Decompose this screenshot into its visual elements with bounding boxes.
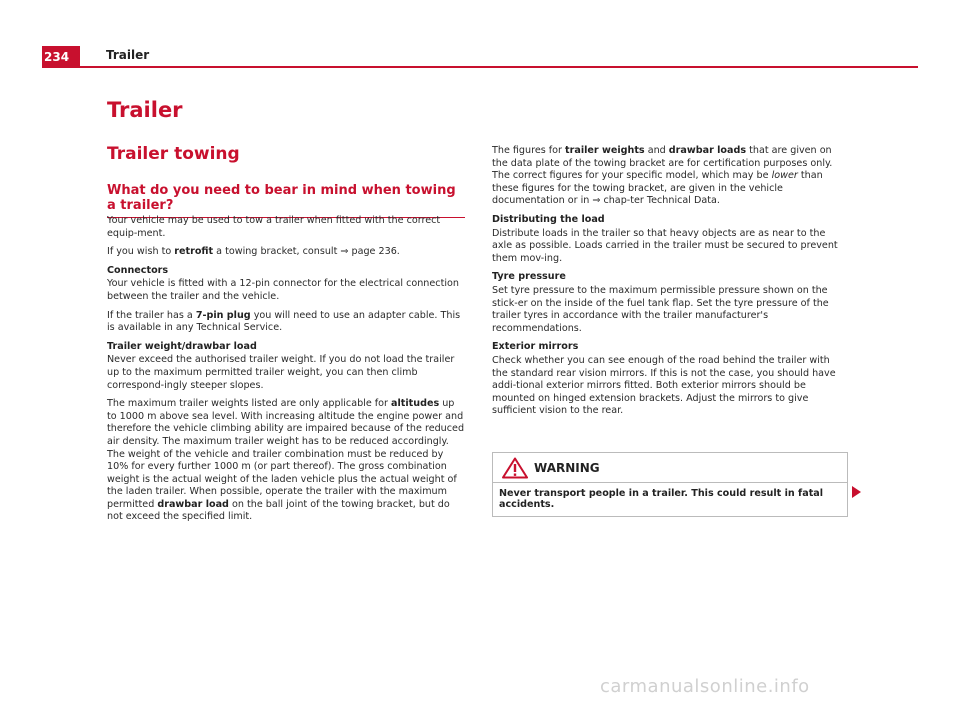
- altitude-paragraph: The maximum trailer weights listed are only applicable for altitudes up to 1000 m above sea level. With increasing altitude the engine power and therefore the vehicle climbing ability are impaired because of the reduced air density. The maximum trailer weight has to be reduced accordingly. The weight of the vehicle and trailer combination must be reduced by 10% for every further 1000 m (or part thereof). The gross combination weight is the actual weight of the laden vehicle plus the actual weight of the laden trailer. When possible, operate the trailer with the maximum permitted drawbar load on the ball joint of the towing bracket, but do not exceed the specified limit.: [107, 398, 465, 523]
- page-number: 234: [42, 46, 80, 68]
- weight-paragraph: Never exceed the authorised trailer weight. If you do not load the trailer up to the maximum permitted trailer weight, you can then climb correspond-ingly steeper slopes.: [107, 354, 455, 391]
- figures-paragraph: The figures for trailer weights and drawbar loads that are given on the data plate of the towing bracket are for certification purposes only. The correct figures for your specific model, which may be lower than these figures for the towing bracket, are given in the vehicle documentation or in ⇒ chap-ter Technical Data.: [492, 145, 833, 207]
- warning-triangle-icon: [502, 457, 528, 479]
- intro-paragraph: Your vehicle may be used to tow a trailer when fitted with the correct equip-ment.: [107, 215, 441, 239]
- weight-heading: Trailer weight/drawbar load: [107, 340, 257, 352]
- mirror-paragraph: Check whether you can see enough of the road behind the trailer with the standard rear vision mirrors. If this is not the case, you should have addi-tional exterior mirrors fitted. Both exterior mirrors should be mounted on hinged extension brackets. Adjust the mirrors to give sufficient vision to the rear.: [492, 354, 836, 417]
- warning-header: [493, 453, 847, 483]
- plug-paragraph: If the trailer has a 7-pin plug you will need to use an adapter cable. This is available in any Technical Service.: [107, 309, 461, 334]
- distribution-paragraph: Distribute loads in the trailer so that heavy objects are as near to the axle as possible. Loads carried in the trailer must be secured to prevent them mov-ing.: [492, 227, 838, 264]
- retrofit-paragraph: If you wish to retrofit a towing bracket, consult ⇒ page 236.: [107, 246, 400, 258]
- warning-label: WARNING: [534, 460, 600, 475]
- chapter-link[interactable]: than these figures for the towing bracket, are given in the vehicle documentation or in ⇒ chap-ter Technical Data.: [492, 170, 823, 207]
- distribution-heading: Distributing the load: [492, 213, 605, 225]
- tyre-heading: Tyre pressure: [492, 271, 566, 283]
- watermark: carmanualsonline.info: [600, 676, 810, 697]
- header-section-title: Trailer: [106, 48, 150, 62]
- warning-text: Never transport people in a trailer. This could result in fatal accidents.: [499, 488, 824, 510]
- warning-box: [492, 452, 848, 517]
- connectors-paragraph: Your vehicle is fitted with a 12-pin connector for the electrical connection between the trailer and the vehicle.: [107, 278, 459, 302]
- section-title: Trailer towing: [107, 144, 240, 164]
- mirror-heading: Exterior mirrors: [492, 341, 579, 353]
- connectors-heading: Connectors: [107, 264, 169, 276]
- right-column: [492, 145, 848, 424]
- subsection-title: What do you need to bear in mind when towing a trailer?: [107, 183, 465, 218]
- continue-arrow-icon: [852, 486, 861, 498]
- left-column: [107, 215, 465, 530]
- page-header: [42, 46, 918, 68]
- chapter-title: Trailer: [107, 98, 183, 122]
- page-link[interactable]: a towing bracket, consult ⇒ page 236.: [213, 246, 400, 258]
- tyre-paragraph: Set tyre pressure to the maximum permissible pressure shown on the stick-er on the inside of the fuel tank flap. Set the tyre pressure of the trailer tyres in accordance with the trailer manufacturer's recommendations.: [492, 284, 829, 334]
